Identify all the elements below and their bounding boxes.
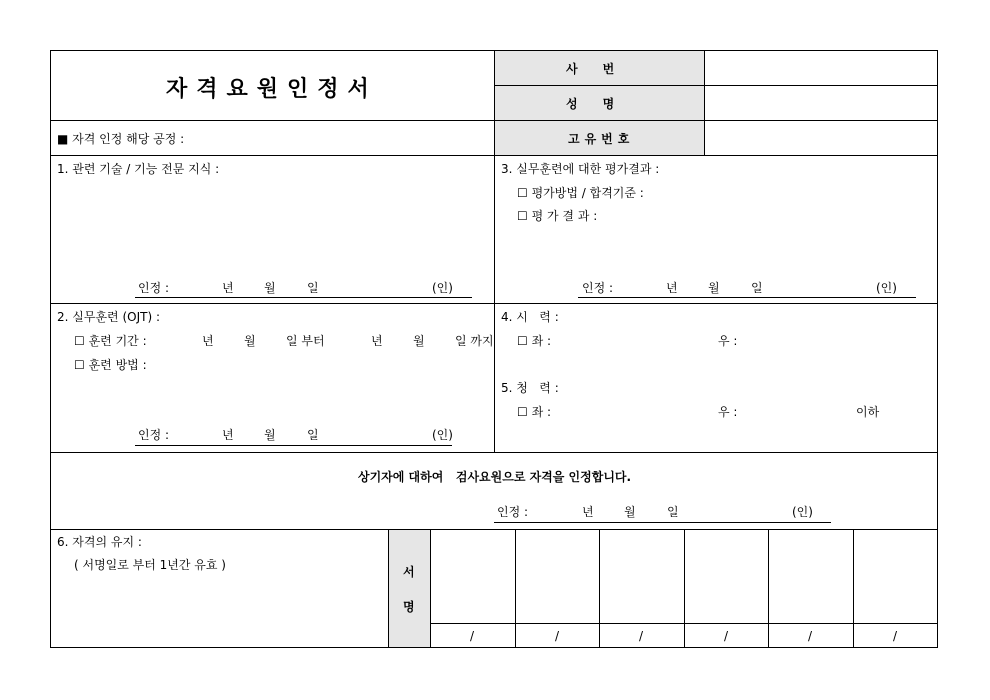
hearing-suffix: 이하 xyxy=(856,405,880,419)
employee-no-label: 사 번 xyxy=(566,62,615,76)
section1-sign-month: 월 xyxy=(264,281,276,295)
signature-date-slash: / xyxy=(808,629,813,643)
hearing-left-label: ☐ 좌 : xyxy=(517,405,552,419)
section6-note: ( 서명일로 부터 1년간 유효 ) xyxy=(74,558,226,572)
signature-date-slash: / xyxy=(724,629,729,643)
hearing-right-label: 우 : xyxy=(718,405,738,419)
vision-left-label: ☐ 좌 : xyxy=(517,334,552,348)
section1-title: 1. 관련 기술 / 기능 전문 지식 : xyxy=(57,162,220,176)
certification-sign-year: 년 xyxy=(582,505,594,519)
unique-no-label: 고유번호 xyxy=(568,132,635,146)
certification-sign-label: 인정 : xyxy=(497,505,529,519)
section2-sign-year: 년 xyxy=(222,428,234,442)
signature-date-slash: / xyxy=(639,629,644,643)
section3-sign-label: 인정 : xyxy=(582,281,614,295)
section3-title: 3. 실무훈련에 대한 평가결과 : xyxy=(501,162,660,176)
section3-result-label: ☐ 평 가 결 과 : xyxy=(517,209,598,223)
section2-sign-month: 월 xyxy=(264,428,276,442)
certification-sign-day: 일 xyxy=(667,505,679,519)
training-period-month2: 월 xyxy=(413,334,425,348)
section3-sign-year: 년 xyxy=(666,281,678,295)
section2-title: 2. 실무훈련 (OJT) : xyxy=(57,310,160,324)
signature-label-char2: 명 xyxy=(403,600,415,614)
signature-date-slash: / xyxy=(893,629,898,643)
document-title: 자격요원인정서 xyxy=(166,77,378,102)
section1-sign-day: 일 xyxy=(307,281,319,295)
name-label: 성 명 xyxy=(566,97,615,111)
training-period-from: 일 부터 xyxy=(286,334,325,348)
training-period-until: 일 까지 xyxy=(455,334,494,348)
process-label: ■ 자격 인정 해당 공정 : xyxy=(57,132,185,146)
training-period-year2: 년 xyxy=(371,334,383,348)
section2-sign-label: 인정 : xyxy=(138,428,170,442)
section5-title: 5. 청 력 : xyxy=(501,381,559,395)
section4-title: 4. 시 력 : xyxy=(501,310,559,324)
signature-label-char1: 서 xyxy=(403,565,415,579)
section1-sign-label: 인정 : xyxy=(138,281,170,295)
signature-date-slash: / xyxy=(555,629,560,643)
signature-label-cell xyxy=(389,530,430,647)
training-period-year1: 년 xyxy=(202,334,214,348)
certification-statement: 상기자에 대하여 검사요원으로 자격을 인정합니다. xyxy=(358,470,632,484)
section3-sign-day: 일 xyxy=(751,281,763,295)
certification-sign-seal: (인) xyxy=(792,505,813,519)
section2-sign-day: 일 xyxy=(307,428,319,442)
vision-right-label: 우 : xyxy=(718,334,738,348)
section2-sign-seal: (인) xyxy=(432,428,453,442)
section6-title: 6. 자격의 유지 : xyxy=(57,535,142,549)
section1-sign-year: 년 xyxy=(222,281,234,295)
training-period-month1: 월 xyxy=(244,334,256,348)
training-method-label: ☐ 훈련 방법 : xyxy=(74,358,147,372)
signature-date-slash: / xyxy=(470,629,475,643)
training-period-label: ☐ 훈련 기간 : xyxy=(74,334,147,348)
certification-sign-month: 월 xyxy=(624,505,636,519)
section3-method-label: ☐ 평가방법 / 합격기준 : xyxy=(517,186,644,200)
section3-sign-seal: (인) xyxy=(876,281,897,295)
section1-sign-seal: (인) xyxy=(432,281,453,295)
section3-sign-month: 월 xyxy=(708,281,720,295)
